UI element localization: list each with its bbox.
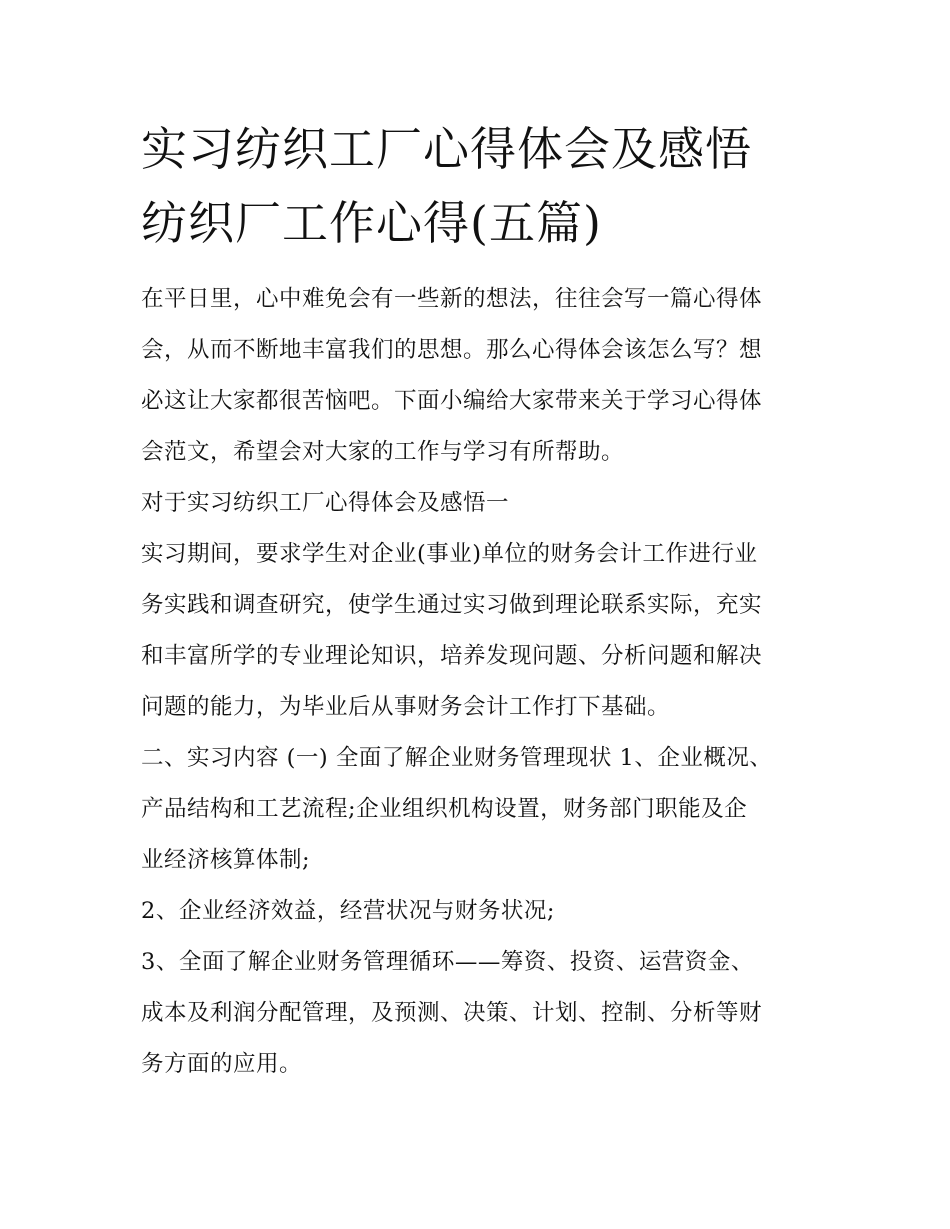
text-line: 务实践和调查研究，使学生通过实习做到理论联系实际，充实	[141, 592, 763, 618]
title-line-2: 纺织厂工作心得(五篇)	[141, 196, 602, 250]
text-line: 会范文，希望会对大家的工作与学习有所帮助。	[141, 439, 625, 465]
document-title	[141, 112, 813, 260]
title-line-1: 实习纺织工厂心得体会及感悟	[141, 122, 752, 176]
text-line: 务方面的应用。	[141, 1051, 303, 1077]
document-content	[141, 112, 813, 1090]
document-body	[141, 274, 813, 1090]
text-line: 成本及利润分配管理，及预测、决策、计划、控制、分析等财	[141, 1000, 763, 1026]
text-line: 3、全面了解企业财务管理循环——筹资、投资、运营资金、	[141, 949, 754, 975]
internship-purpose-paragraph	[141, 529, 813, 733]
section-heading	[141, 478, 813, 529]
intro-paragraph	[141, 274, 813, 478]
text-line: 产品结构和工艺流程;企业组织机构设置，财务部门职能及企	[141, 796, 748, 822]
text-line: 必这让大家都很苦恼吧。下面小编给大家带来关于学习心得体	[141, 388, 763, 414]
list-item-3	[141, 937, 813, 1090]
text-line: 和丰富所学的专业理论知识，培养发现问题、分析问题和解决	[141, 643, 763, 669]
internship-content-paragraph	[141, 733, 813, 886]
text-line: 在平日里，心中难免会有一些新的想法，往往会写一篇心得体	[141, 286, 763, 312]
text-line: 实习期间，要求学生对企业(事业)单位的财务会计工作进行业	[141, 541, 758, 567]
text-line: 会，从而不断地丰富我们的思想。那么心得体会该怎么写？想	[141, 337, 763, 363]
list-item-2	[141, 886, 813, 937]
text-line: 问题的能力，为毕业后从事财务会计工作打下基础。	[141, 694, 671, 720]
text-line: 2、企业经济效益，经营状况与财务状况;	[141, 898, 555, 924]
text-line: 对于实习纺织工厂心得体会及感悟一	[141, 490, 510, 516]
text-line: 业经济核算体制;	[141, 847, 311, 873]
text-line: 二、实习内容 (一) 全面了解企业财务管理现状 1、企业概况、	[141, 745, 773, 771]
